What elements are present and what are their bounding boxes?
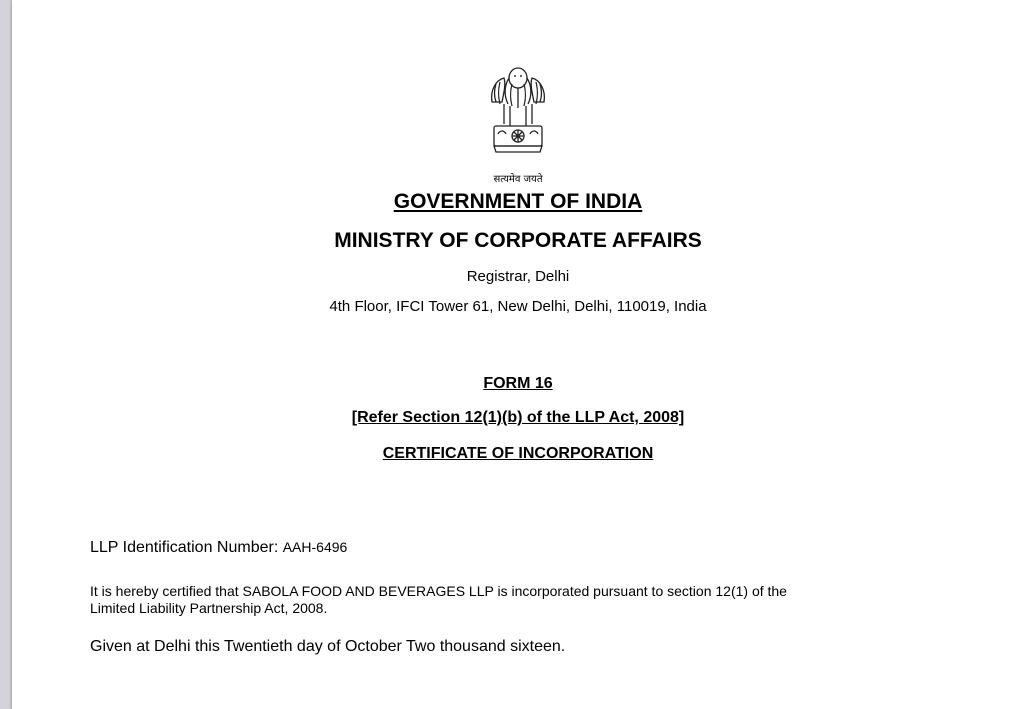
- certification-line-2: Limited Liability Partnership Act, 2008.: [90, 600, 328, 616]
- registrar-line: Registrar, Delhi: [466, 268, 570, 285]
- llp-id-number: AAH-6496: [282, 539, 348, 555]
- national-emblem-icon: [482, 62, 554, 172]
- certificate-title: CERTIFICATE OF INCORPORATION: [382, 445, 654, 462]
- given-at-line: Given at Delhi this Twentieth day of October Two thousand sixteen.: [90, 638, 566, 655]
- certification-paragraph: [90, 583, 787, 617]
- form-title: FORM 16: [483, 375, 553, 392]
- form-reference: [Refer Section 12(1)(b) of the LLP Act, 2008]: [351, 409, 685, 426]
- ministry-heading: MINISTRY OF CORPORATE AFFAIRS: [334, 229, 702, 252]
- document-page: [12, 0, 1024, 709]
- government-heading: GOVERNMENT OF INDIA: [393, 190, 643, 213]
- emblem-motto: सत्यमेव जयते: [493, 174, 543, 185]
- registrar-address: 4th Floor, IFCI Tower 61, New Delhi, Delhi, 110019, India: [329, 298, 707, 315]
- llp-id-label: LLP Identification Number:: [90, 539, 279, 556]
- llp-identification: [90, 539, 347, 557]
- certification-line-1: It is hereby certified that SABOLA FOOD AND BEVERAGES LLP is incorporated pursuant to section 12(1) of the: [90, 583, 787, 599]
